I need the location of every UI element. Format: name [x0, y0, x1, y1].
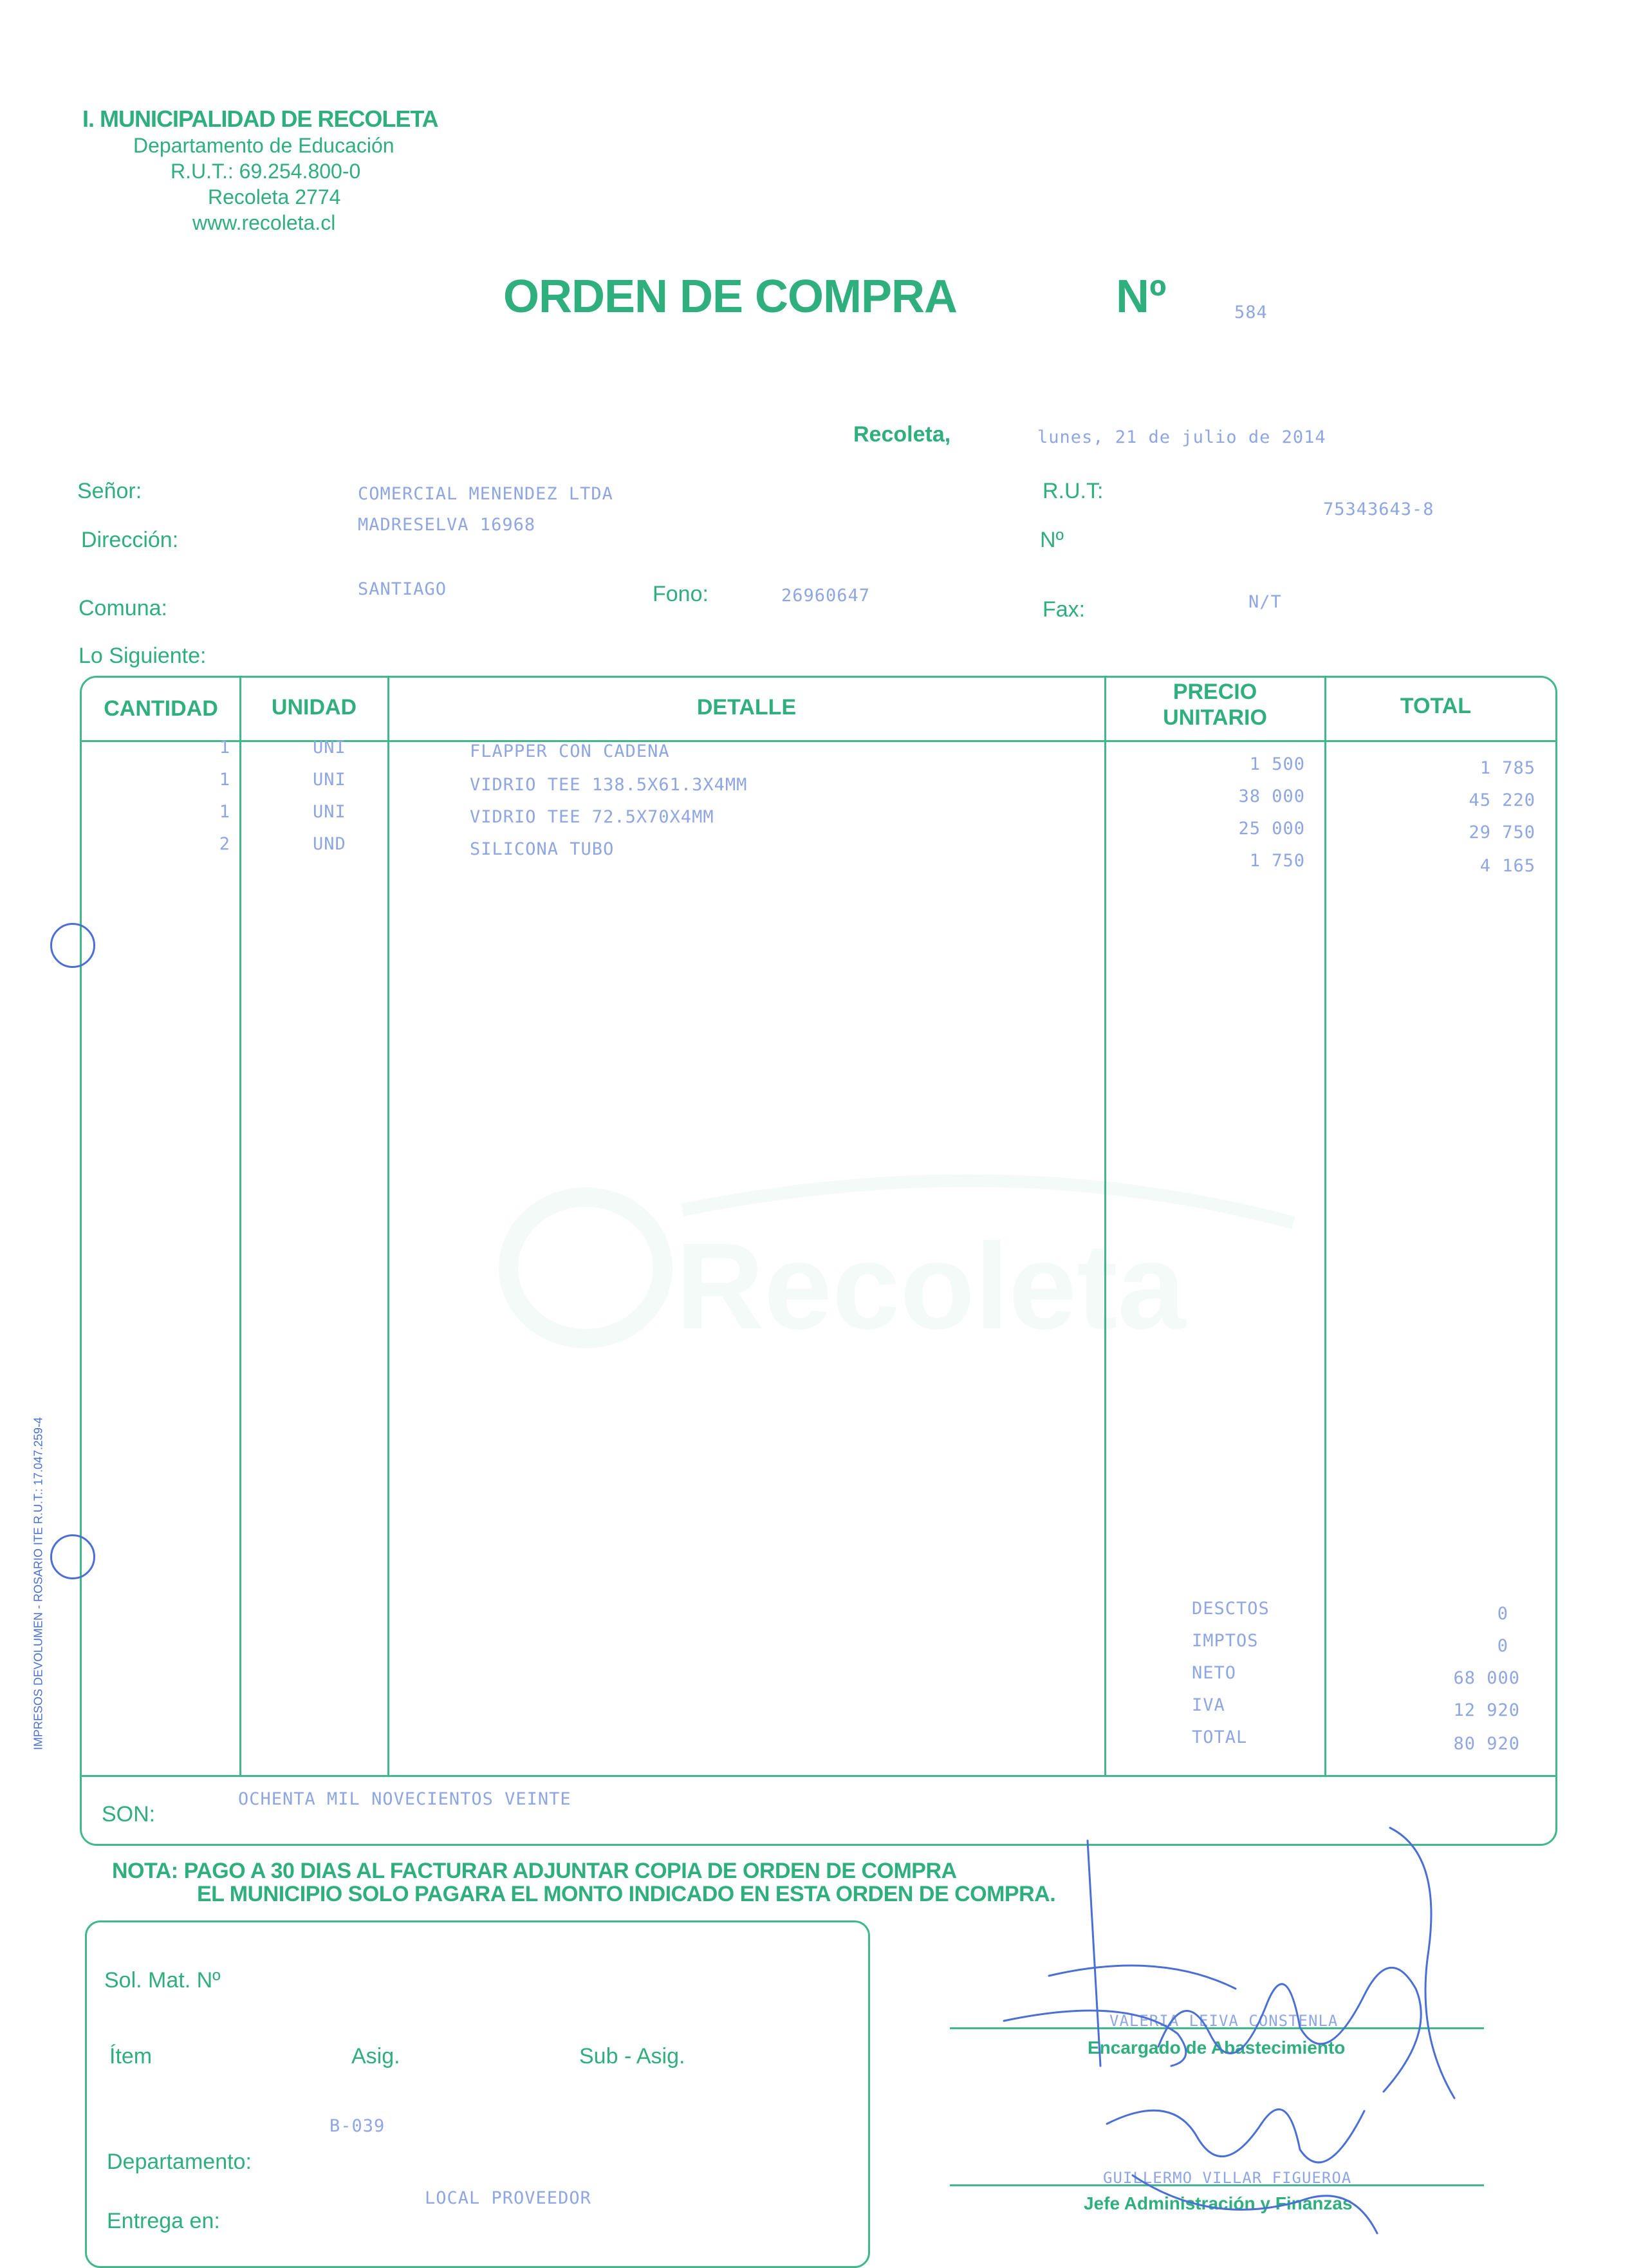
col-divider-1: [239, 678, 241, 1775]
col-header-unidad: UNIDAD: [271, 695, 357, 720]
signer1-name: VALERIA LEIVA CONSTENLA: [1109, 2012, 1339, 2030]
signer2-name: GUILLERMO VILLAR FIGUEROA: [1103, 2169, 1352, 2187]
son-label: SON:: [102, 1802, 156, 1826]
org-rut: R.U.T.: 69.254.800-0: [171, 160, 361, 183]
row3-detalle: VIDRIO TEE 72.5X70X4MM: [470, 807, 714, 827]
sol-mat-label: Sol. Mat. Nº: [104, 1968, 221, 1993]
row4-detalle: SILICONA TUBO: [470, 839, 615, 859]
row1-detalle: FLAPPER CON CADENA: [470, 741, 670, 761]
entrega-label: Entrega en:: [107, 2209, 220, 2233]
page-title: ORDEN DE COMPRA: [503, 271, 958, 322]
row4-unidad: UND: [313, 834, 346, 854]
fono-label: Fono:: [653, 582, 709, 606]
org-address: Recoleta 2774: [208, 185, 341, 209]
watermark-logo: [489, 1171, 1326, 1364]
summary-neto-label: NETO: [1192, 1663, 1237, 1683]
nota-line1: NOTA: PAGO A 30 DIAS AL FACTURAR ADJUNTAR COPIA DE ORDEN DE COMPRA: [112, 1859, 957, 1883]
row2-unidad: UNI: [313, 770, 346, 790]
supplier-name: COMERCIAL MENENDEZ LTDA: [358, 484, 613, 504]
item-code: B-039: [329, 2116, 385, 2136]
row1-cantidad: 1: [219, 738, 230, 758]
row1-precio: 1 500: [1249, 754, 1305, 774]
son-amount-words: OCHENTA MIL NOVECIENTOS VEINTE: [238, 1789, 571, 1809]
col-header-detalle: DETALLE: [696, 695, 797, 720]
order-number: 584: [1234, 302, 1268, 322]
entrega-value: LOCAL PROVEEDOR: [425, 2188, 591, 2208]
summary-neto-value: 68 000: [1453, 1668, 1520, 1688]
summary-descuentos-label: DESCTOS: [1192, 1599, 1270, 1619]
summary-iva-value: 12 920: [1453, 1700, 1520, 1720]
summary-impuestos-value: 0: [1497, 1636, 1508, 1656]
row1-unidad: UNI: [313, 738, 346, 758]
watermark-text: Recoleta: [676, 1218, 1186, 1355]
supplier-rut: 75343643-8: [1323, 499, 1434, 519]
summary-total-label: TOTAL: [1192, 1727, 1248, 1747]
row3-total: 29 750: [1469, 823, 1535, 842]
col-header-cantidad: CANTIDAD: [104, 696, 218, 721]
signer2-role: Jefe Administración y Finanzas: [1084, 2193, 1353, 2213]
lo-siguiente-label: Lo Siguiente:: [79, 644, 207, 668]
comuna-label: Comuna:: [79, 596, 167, 620]
signature-scribble-icon: [965, 1789, 1480, 2259]
row3-precio: 25 000: [1238, 819, 1305, 839]
row1-total: 1 785: [1479, 758, 1535, 778]
row2-total: 45 220: [1469, 790, 1535, 810]
order-date: lunes, 21 de julio de 2014: [1037, 427, 1326, 447]
row3-cantidad: 1: [219, 802, 230, 822]
rut-label: R.U.T:: [1043, 479, 1104, 503]
row4-precio: 1 750: [1249, 851, 1305, 871]
number-label: Nº: [1116, 271, 1167, 322]
row2-cantidad: 1: [219, 770, 230, 790]
senor-label: Señor:: [77, 479, 142, 503]
departamento-label: Departamento:: [107, 2150, 252, 2174]
col-header-total: TOTAL: [1400, 694, 1472, 718]
row4-total: 4 165: [1479, 856, 1535, 876]
sub-asig-label: Sub - Asig.: [579, 2044, 685, 2068]
no-label: Nº: [1040, 528, 1064, 552]
row4-cantidad: 2: [219, 834, 230, 854]
supplier-comuna: SANTIAGO: [358, 579, 447, 599]
org-web: www.recoleta.cl: [192, 211, 336, 234]
col-header-precio-line1: PRECIO: [1173, 680, 1257, 704]
summary-impuestos-label: IMPTOS: [1192, 1631, 1259, 1651]
org-name: I. MUNICIPALIDAD DE RECOLETA: [82, 106, 438, 132]
supplier-address: MADRESELVA 16968: [358, 515, 536, 535]
row2-precio: 38 000: [1238, 786, 1305, 806]
col-header-precio-line2: UNITARIO: [1163, 705, 1267, 730]
direccion-label: Dirección:: [81, 528, 179, 552]
row3-unidad: UNI: [313, 802, 346, 822]
col-divider-2: [387, 678, 389, 1775]
printer-side-text: IMPRESOS DEVOLUMEN - ROSARIO ITE R.U.T.: 17.047.259-4: [32, 1417, 45, 1751]
summary-iva-label: IVA: [1192, 1695, 1225, 1715]
place-label: Recoleta,: [853, 422, 951, 447]
item-label: Ítem: [109, 2044, 153, 2068]
punch-hole-top: [50, 923, 95, 968]
signer1-role: Encargado de Abastecimiento: [1088, 2038, 1346, 2058]
summary-total-value: 80 920: [1453, 1734, 1520, 1754]
supplier-fono: 26960647: [781, 586, 871, 606]
punch-hole-bottom: [50, 1534, 95, 1579]
summary-descuentos-value: 0: [1497, 1604, 1508, 1624]
table-header-divider: [82, 740, 1555, 742]
table-son-divider: [82, 1775, 1555, 1777]
nota-line2: EL MUNICIPIO SOLO PAGARA EL MONTO INDICADO EN ESTA ORDEN DE COMPRA.: [197, 1882, 1056, 1906]
dept-name: Departamento de Educación: [133, 134, 394, 157]
fax-label: Fax:: [1043, 597, 1086, 622]
row2-detalle: VIDRIO TEE 138.5X61.3X4MM: [470, 775, 748, 795]
asig-label: Asig.: [351, 2044, 400, 2068]
supplier-fax: N/T: [1248, 592, 1282, 612]
